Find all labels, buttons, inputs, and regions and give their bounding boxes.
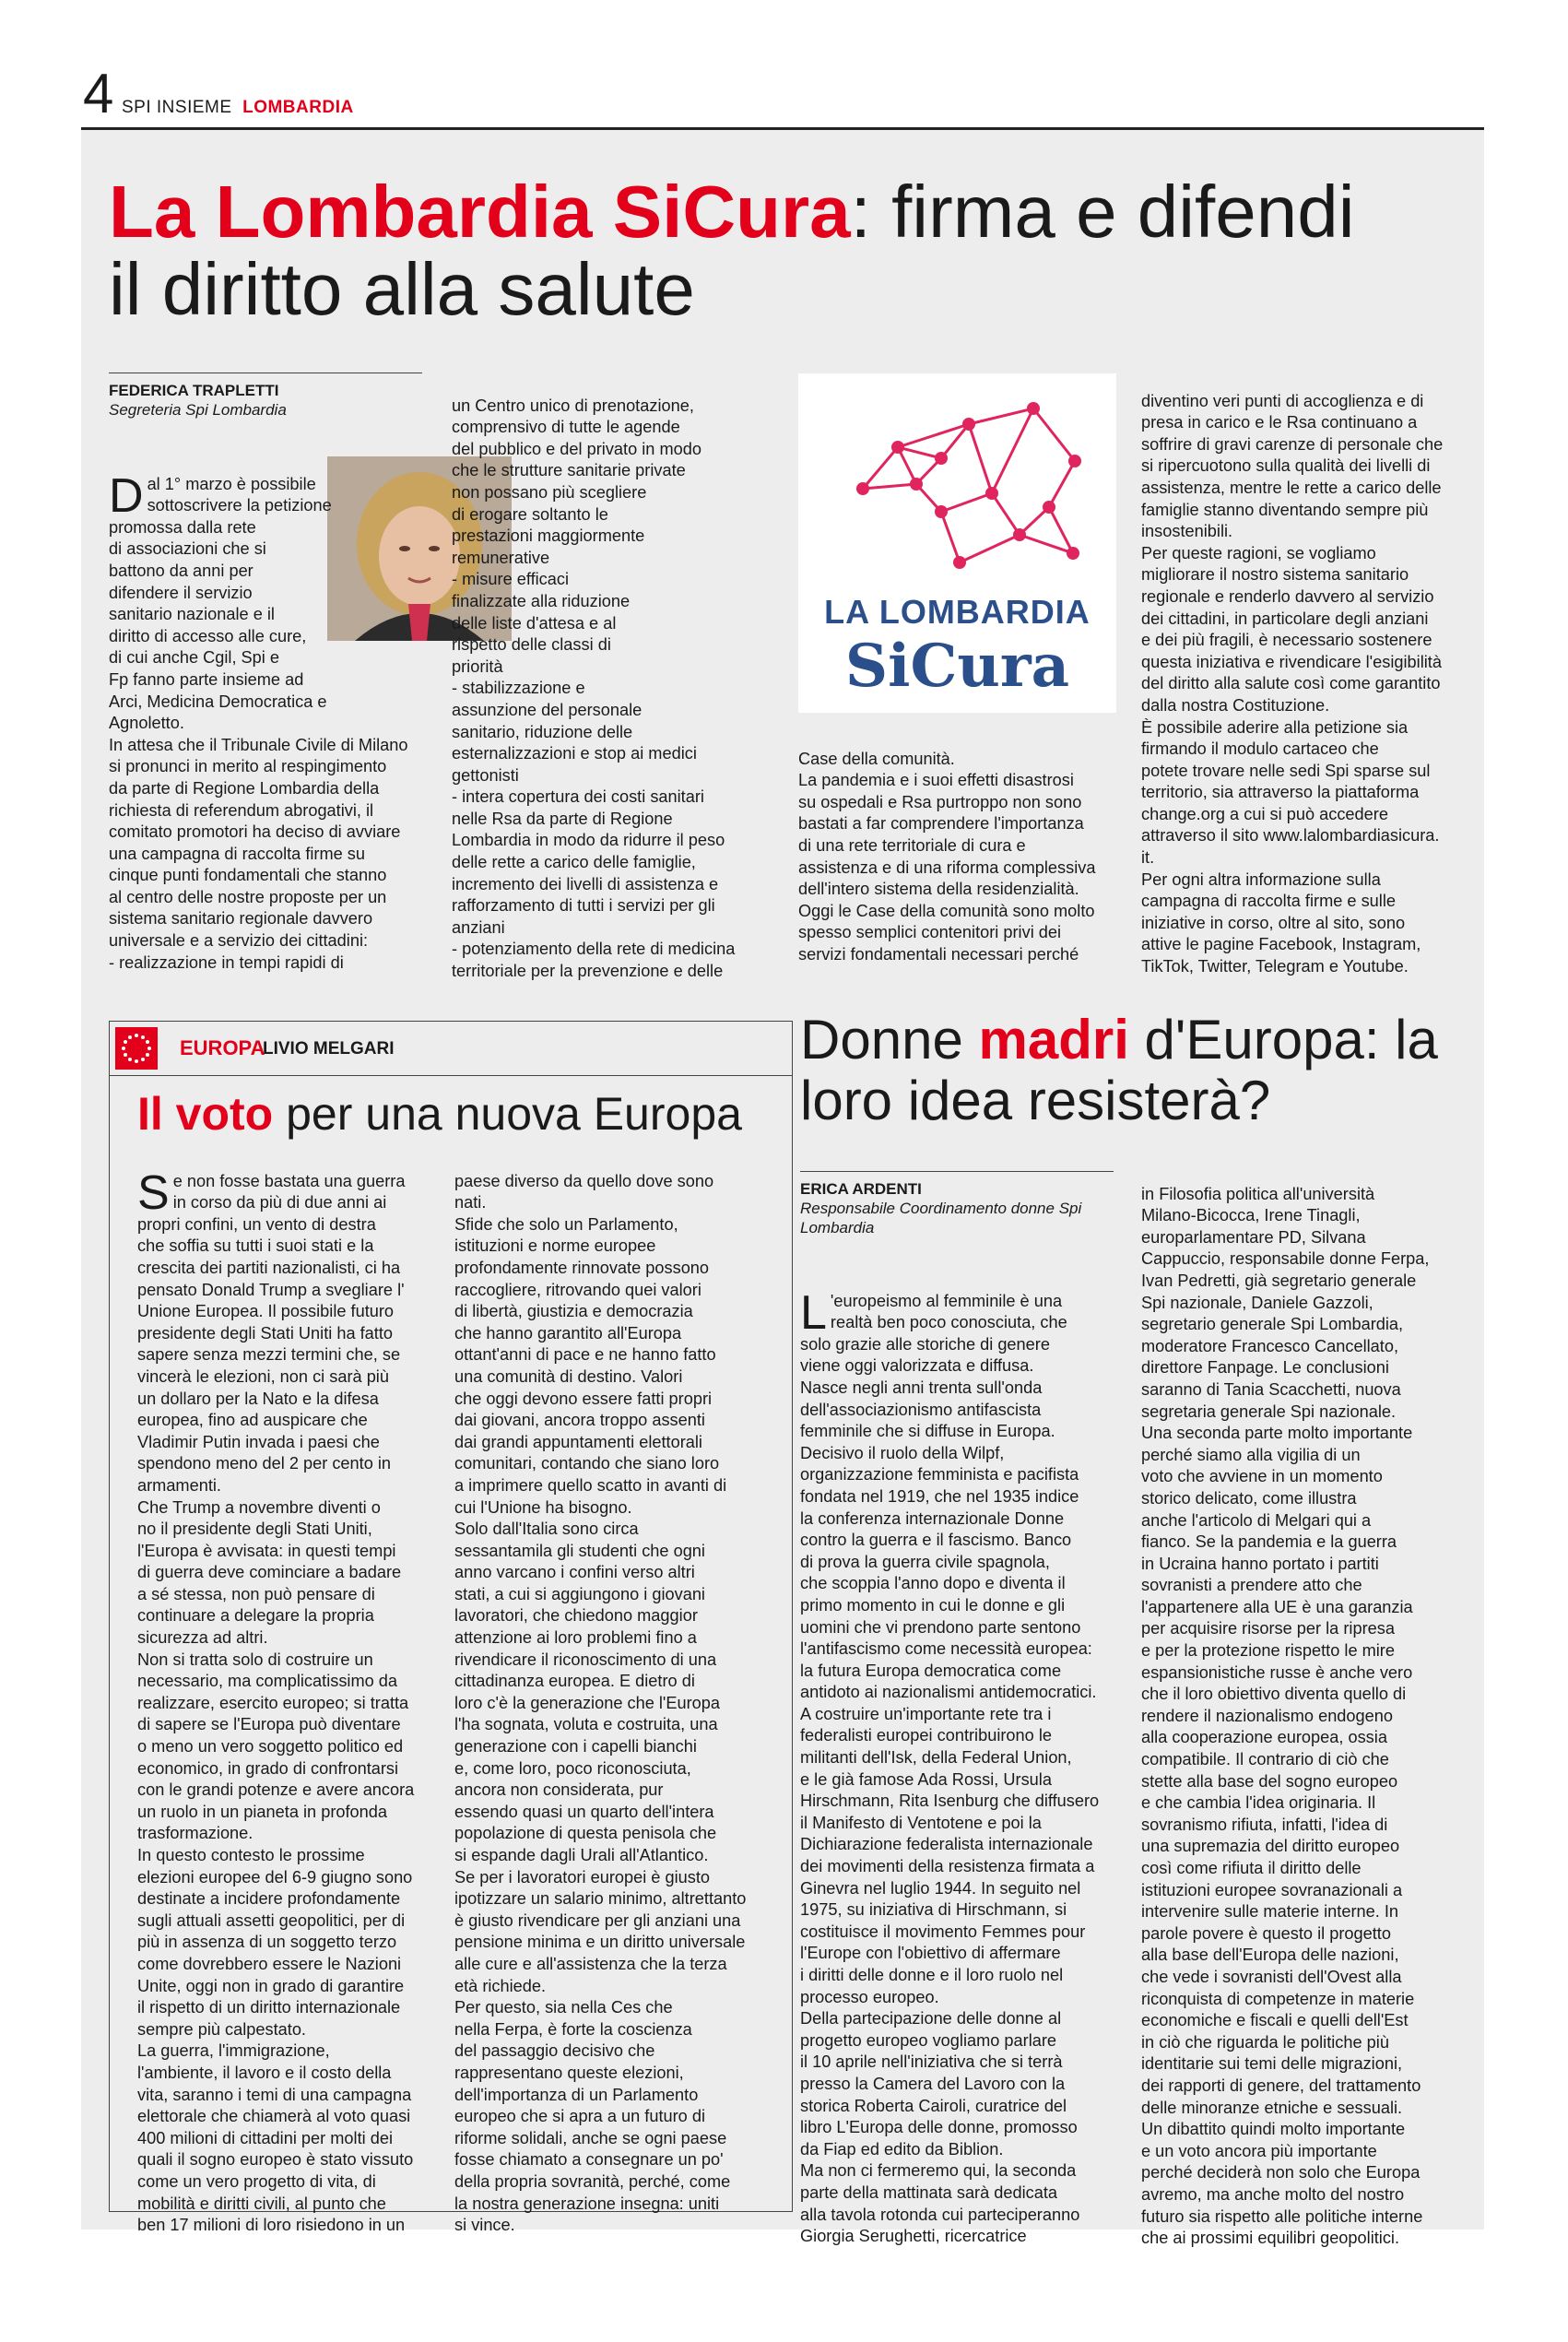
article2-title	[137, 1088, 742, 1140]
article1-title-rest: : firma e difendi il diritto alla salute	[109, 171, 1355, 330]
page-header	[81, 65, 1484, 130]
article1-column-3	[798, 727, 1139, 964]
europa-article-box	[109, 1021, 793, 2235]
section-region: LOMBARDIA	[242, 98, 354, 117]
europa-tag: EUROPA	[180, 1036, 265, 1059]
article1-author: FEDERICA TRAPLETTI	[109, 382, 279, 399]
europa-header	[110, 1022, 792, 1076]
sicura-logo	[798, 373, 1116, 713]
logo-line-2: SiCura	[844, 632, 1070, 701]
article3-column-2	[1141, 1162, 1484, 2248]
section-label	[122, 98, 354, 118]
article1-column-4	[1141, 369, 1482, 976]
article3-column-1-text: 'europeismo al femminile è una realtà ben poco conosciuta, che solo grazie alle storiche di genere viene oggi valorizzata e diffusa. Nasce negli anni trenta sull'onda dell'associazionismo antifascista femminile che si diffuse in Europa. Decisivo il ruolo della Wilpf, organizzazione femminista e pacifista fondata nel 1919, che nel 1935 indice la conferenza internazionale Donne contro la guerra e il fascismo. Banco di prova la guerra civile spagnola, che scoppia l'anno dopo e diventa il primo momento in cui le donne e gli uomini che vi prendono parte sentono l'antifascismo come necessità europea: la futura Europa democratica come antidoto ai nazionalismi antidemocratici. A costruire un'importante rete tra i federalisti europei contribuirono le militanti dell'Isk, della Federal Union, e le già famose Ada Rossi, Ursula Hirschmann, Rita Isenburg che diffusero il Manifesto di Ventotene e poi la Dichiarazione federalista internazionale dei movimenti della resistenza firmata a Ginevra nel luglio 1944. In seguito nel 1975, su iniziativa di Hirschmann, si costituisce il movimento Femmes pour l'Europe con l'obiettivo di affermare i diritti delle donne e il loro ruolo nel processo europeo. Della partecipazione delle donne al progetto europeo vogliamo parlare il 10 aprile nell'iniziativa che si terrà presso la Camera del Lavoro con la storica Roberta Cairoli, curatrice del libro L'Europa delle donne, promosso da Fiap ed edito da Biblion. Ma non ci fermeremo qui, la seconda parte della mattinata sarà dedicata alla tavola rotonda cui parteciperanno Giorgia Serughetti, ricercatrice	[800, 1291, 1100, 2246]
logo-line-1: LA LOMBARDIA	[824, 593, 1091, 631]
article3-title	[800, 1010, 1482, 1131]
article2-column-1	[137, 1149, 465, 2235]
dropcap: D	[109, 468, 144, 523]
article2-column-1-text: e non fosse bastata una guerra in corso da più di due anni ai propri confini, un vento di destra che soffia su tutti i suoi stati e la crescita dei partiti nazionalisti, ci ha pensato Donald Trump a svegliare l' Unione Europea. Il possibile futuro presidente degli Stati Uniti ha fatto sapere senza mezzi termini che, se vincerà le elezioni, non ci sarà più un dollaro per la Nato e la difesa europea, fino ad auspicare che Vladimir Putin invada i paesi che spendono meno del 2 per cento in armamenti. Che Trump a novembre diventi o no il presidente degli Stati Uniti, l'Europa è avvisata: in questi tempi di guerra deve cominciare a badare a sé stessa, non può pensare di continuare a delegare la propria sicurezza ad altri. Non si tratta solo di costruire un necessario, ma complicatissimo da realizzare, esercito europeo; si tratta di sapere se l'Europa può diventare o meno un vero soggetto politico ed economico, in grado di confrontarsi con le grandi potenze e avere ancora un ruolo in un pianeta in profonda trasformazione. In questo contesto le prossime elezioni europee del 6-9 giugno sono destinate a incidere profondamente sugli attuali assetti geopolitici, per di più in assenza di un soggetto terzo come dovrebbero essere le Nazioni Unite, oggi non in grado di garantire il rispetto di un diritto internazionale sempre più calpestato. La guerra, l'immigrazione, l'ambiente, il lavoro e il costo della vita, saranno i temi di una campagna elettorale che chiamerà al voto quasi 400 milioni di cittadini per molti dei quali il sogno europeo è stato vissuto come un vero progetto di vita, di mobilità e diritti civili, al punto che ben 17 milioni di loro risiedono in un	[137, 1171, 415, 2235]
article1-title	[109, 173, 1399, 328]
article3-title-b: d'Europa: la loro idea resisterà?	[800, 1009, 1438, 1131]
article2-author: LIVIO MELGARI	[263, 1039, 395, 1059]
article2-column-2	[454, 1149, 788, 2235]
section-prefix: SPI INSIEME	[122, 98, 232, 117]
article3-column-2-text: in Filosofia politica all'università Milano-Bicocca, Irene Tinagli, europarlamentare PD, Silvana Cappuccio, responsabile donne Ferpa, Ivan Pedretti, già segretario generale Spi nazionale, Daniele Gazzoli, segretario generale Spi Lombardia, moderatore Francesco Cancellato, direttore Fanpage. Le conclusioni saranno di Tania Scacchetti, nuova segretaria generale Spi nazionale. Una seconda parte molto importante perché siamo alla vigilia di un voto che avviene in un momento storico delicato, come illustra anche l'articolo di Melgari qui a fianco. Se la pandemia e la guerra in Ucraina hanno portato i partiti sovranisti a prendere atto che l'appartenere alla UE è una garanzia per acquisire risorse per la ripresa e per la protezione rispetto le mire espansionistiche russe è anche vero che il loro obiettivo diventa quello di rendere il nazionalismo endogeno alla cooperazione europea, ossia compatibile. Il contrario di ciò che stette alla base del sogno europeo e che cambia l'idea originaria. Il sovranismo rifiuta, infatti, l'idea di una supremazia del diritto europeo così come rifiuta il diritto delle istituzioni europee sovranazionali a intervenire sulle materie interne. In parole povere è questo il progetto alla base dell'Europa delle nazioni, che vede i sovranisti dell'Ovest alla riconquista di competenze in materie economiche e fiscali e quelli dell'Est in ciò che riguarda le politiche più identitarie sui temi delle migrazioni, dei rapporti di genere, del trattamento delle minoranze etniche e sessuali. Un dibattito quindi molto importante e un voto ancora più importante perché deciderà non solo che Europa avremo, ma anche molto del nostro futuro sia rispetto alle politiche interne che ai prossimi equilibri geopolitici.	[1141, 1184, 1430, 2248]
article1-column-1	[109, 452, 477, 972]
article3-title-a: Donne	[800, 1009, 979, 1070]
article1-column-2	[452, 373, 784, 981]
page-number: 4	[83, 63, 114, 124]
article1-role: Segreteria Spi Lombardia	[109, 401, 287, 419]
article1-title-red: La Lombardia SiCura	[109, 171, 851, 253]
article3-column-1	[800, 1269, 1134, 2246]
article2-title-rest: per una nuova Europa	[273, 1088, 742, 1140]
dropcap: L	[800, 1285, 827, 1340]
article3-title-red: madri	[978, 1009, 1129, 1070]
article3-byline	[800, 1171, 1114, 1237]
article2-column-2-text: paese diverso da quello dove sono nati. Sfide che solo un Parlamento, istituzioni e norme europee profondamente rinnovate possono raccogliere, ritrovando quei valori di libertà, giustizia e democrazia che hanno garantito all'Europa ottant'anni di pace e ne hanno fatto una comunità di destino. Valori che oggi devono essere fatti propri dai giovani, ancora troppo assenti dai grandi appuntamenti elettorali comunitari, contando che siano loro a imprimere quello scatto in avanti di cui l'Unione ha bisogno. Solo dall'Italia sono circa sessantamila gli studenti che ogni anno varcano i confini verso altri stati, a cui si aggiungono i giovani lavoratori, che chiedono maggior attenzione ai loro problemi fino a rivendicare il riconoscimento di una cittadinanza europea. E dietro di loro c'è la generazione che l'Europa l'ha sognata, voluta e costruita, una generazione con i capelli bianchi e, come loro, poco riconosciuta, ancora non considerata, pur essendo quasi un quarto dell'intera popolazione di questa penisola che si espande dagli Urali all'Atlantico. Se per i lavoratori europei è giusto ipotizzare un salario minimo, altrettanto è giusto rivendicare per gli anziani una pensione minima e un diritto universale alle cure e all'assistenza che la terza età richiede. Per questo, sia nella Ces che nella Ferpa, è forte la coscienza del passaggio decisivo che rappresentano queste elezioni, dell'importanza di un Parlamento europeo che si apra a un futuro di riforme solidali, anche se ogni paese fosse chiamato a consegnare un po' della propria sovranità, perché, come la nostra generazione insegna: uniti si vince.	[454, 1171, 747, 2235]
article1-column-4-text: diventino veri punti di accoglienza e di presa in carico e le Rsa continuano a soffrire di gravi carenze di personale che si ripercuotono sulla qualità dei livelli di assistenza, mentre le rette a carico delle famiglie stanno diventando sempre più insostenibili. Per queste ragioni, se vogliamo migliorare il nostro sistema sanitario regionale e renderlo davvero al servizio dei cittadini, in particolare degli anziani e dei più fragili, è necessario sostenere questa iniziativa e rivendicare l'esigibilità del diritto alla salute così come garantito dalla nostra Costituzione. È possibile aderire alla petizione sia firmando il modulo cartaceo che potete trovare nelle sedi Spi sparse sul territorio, sia attraverso la piattaforma change.org a cui si può accedere attraverso il sito www.lalombardiasicura. it. Per ogni altra informazione sulla campagna di raccolta firme e sulle iniziative in corso, oltre al sito, sono attive le pagine Facebook, Instagram, TikTok, Twitter, Telegram e Youtube.	[1141, 391, 1444, 976]
article1-column-1-text: al 1° marzo è possibile sottoscrivere la petizione promossa dalla rete di associazioni che si battono da anni per difendere il servizio sanitario nazionale e il diritto di accesso alle cure, di cui anche Cgil, Spi e Fp fanno parte insieme ad Arci, Medicina Democratica e Agnoletto. In attesa che il Tribunale Civile di Milano si pronunci in merito al respingimento da parte di Regione Lombardia della richiesta di referendum abrogativi, il comitato promotori ha deciso di avviare una campagna di raccolta firme su cinque punti fondamentali che stanno al centro delle nostre proposte per un sistema sanitario regionale davvero universale e a servizio dei cittadini: - realizzazione in tempi rapidi di	[109, 474, 408, 972]
article3-role: Responsabile Coordinamento donne Spi Lombardia	[800, 1200, 1082, 1236]
article1-column-2-text: un Centro unico di prenotazione, comprensivo di tutte le agende del pubblico e del privato in modo che le strutture sanitarie private non possano più scegliere di erogare soltanto le prestazioni maggiormente remunerative - misure efficaci finalizzate alla riduzione delle liste d'attesa e al rispetto delle classi di priorità - stabilizzazione e assunzione del personale sanitario, riduzione delle esternalizzazioni e stop ai medici gettonisti - intera copertura dei costi sanitari nelle Rsa da parte di Regione Lombardia in modo da ridurre il peso delle rette a carico delle famiglie, incremento dei livelli di assistenza e rafforzamento di tutti i servizi per gli anziani - potenziamento della rete di medicina territoriale per la prevenzione e delle	[452, 396, 736, 981]
article2-title-red: Il voto	[137, 1088, 274, 1140]
article1-byline	[109, 373, 422, 420]
eu-flag-icon	[115, 1027, 158, 1070]
article1-column-3-text: Case della comunità. La pandemia e i suoi effetti disastrosi su ospedali e Rsa purtroppo non sono bastati a far comprendere l'importanza di una rete territoriale di cura e assistenza e di una riforma complessiva dell'intero sistema della residenzialità. Oggi le Case della comunità sono molto spesso semplici contenitori privi dei servizi fondamentali necessari perché	[798, 749, 1096, 964]
article3-author: ERICA ARDENTI	[800, 1180, 922, 1198]
dropcap: S	[137, 1165, 170, 1220]
network-graphic	[798, 373, 1116, 595]
